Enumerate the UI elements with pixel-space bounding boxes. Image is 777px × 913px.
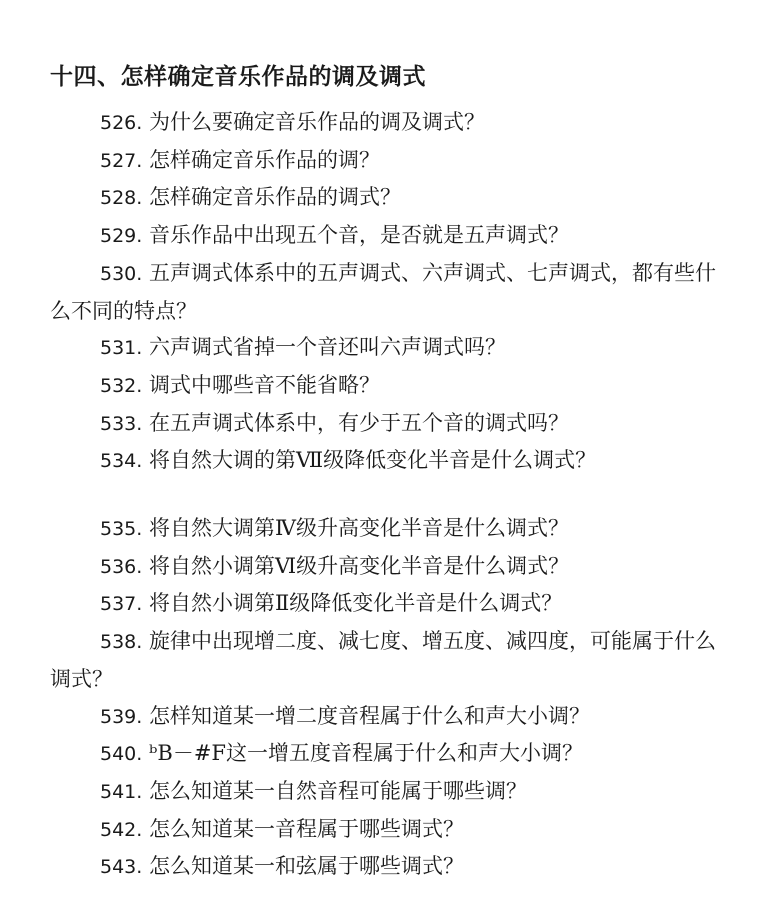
list-item: [50, 442, 730, 480]
question-text: 怎么知道某一自然音程可能属于哪些调？: [149, 778, 527, 803]
list-item: [50, 773, 730, 811]
question-text: 怎么知道某一音程属于哪些调式？: [149, 816, 464, 841]
list-item: [50, 255, 730, 329]
question-number: 531.: [100, 337, 143, 360]
question-text: 五声调式体系中的五声调式、六声调式、七声调式，都有些什么不同的特点？: [50, 260, 716, 323]
question-text: 怎样确定音乐作品的调？: [149, 147, 380, 172]
question-list: [50, 104, 730, 886]
question-text: ᵇB－#F这一增五度音程属于什么和声大小调？: [149, 741, 583, 766]
list-item: [50, 217, 730, 255]
list-item: [50, 329, 730, 367]
list-item: [50, 405, 730, 443]
question-number: 542.: [100, 818, 143, 841]
question-number: 536.: [100, 555, 143, 578]
question-number: 533.: [100, 412, 143, 435]
list-item: [50, 510, 730, 548]
question-text: 音乐作品中出现五个音，是否就是五声调式？: [149, 223, 569, 248]
question-number: 529.: [100, 225, 143, 248]
question-number: 534.: [100, 450, 143, 473]
question-text: 将自然大调第Ⅳ级升高变化半音是什么调式？: [149, 516, 569, 541]
list-item: [50, 142, 730, 180]
question-text: 为什么要确定音乐作品的调及调式？: [149, 110, 485, 134]
list-item: [50, 548, 730, 586]
section-title: 十四、怎样确定音乐作品的调及调式: [50, 64, 426, 90]
question-number: 539.: [100, 705, 143, 728]
question-number: 527.: [100, 149, 143, 172]
question-text: 怎么知道某一和弦属于哪些调式？: [149, 854, 464, 879]
list-item: [50, 698, 730, 736]
list-item: [50, 104, 730, 142]
question-text: 将自然大调的第Ⅶ级降低变化半音是什么调式？: [149, 448, 597, 473]
question-text: 在五声调式体系中，有少于五个音的调式吗？: [149, 410, 569, 435]
question-text: 六声调式省掉一个音还叫六声调式吗？: [149, 335, 506, 360]
question-number: 535.: [100, 518, 143, 541]
list-item: [50, 367, 730, 405]
question-number: 528.: [100, 187, 143, 210]
question-text: 将自然小调第Ⅵ级升高变化半音是什么调式？: [149, 553, 570, 578]
list-item: [50, 848, 730, 886]
question-number: 526.: [100, 112, 143, 134]
question-text: 怎样知道某一增二度音程属于什么和声大小调？: [149, 703, 590, 728]
question-text: 旋律中出现增二度、减七度、增五度、减四度，可能属于什么调式？: [50, 629, 716, 691]
question-number: 541.: [100, 780, 143, 803]
question-number: 532.: [100, 374, 143, 397]
question-number: 530.: [100, 262, 143, 285]
list-item: [50, 623, 730, 697]
list-item: [50, 179, 730, 217]
question-text: 将自然小调第Ⅱ级降低变化半音是什么调式？: [149, 591, 563, 616]
question-number: 537.: [100, 593, 143, 616]
list-item: [50, 811, 730, 849]
question-number: 543.: [100, 856, 143, 879]
spacer: [50, 480, 730, 510]
list-item: [50, 735, 730, 773]
question-number: 540.: [100, 743, 143, 766]
list-item: [50, 585, 730, 623]
question-text: 调式中哪些音不能省略？: [149, 372, 380, 397]
question-number: 538.: [100, 631, 143, 654]
question-text: 怎样确定音乐作品的调式？: [149, 185, 401, 210]
